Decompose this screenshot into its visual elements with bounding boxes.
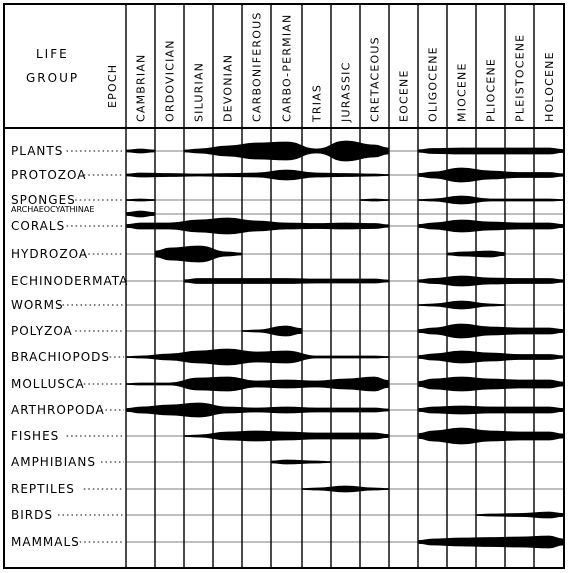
range-band xyxy=(185,141,388,161)
range-band xyxy=(419,324,563,338)
life-group-label: Brachiopods xyxy=(11,350,111,364)
epoch-header: Miocene xyxy=(455,62,469,122)
range-band xyxy=(127,218,388,234)
epoch-header: Eocene xyxy=(397,69,411,122)
range-band xyxy=(419,406,563,414)
life-group-label: Arthropoda xyxy=(11,403,105,417)
life-group-label: Mollusca xyxy=(11,377,85,391)
range-band xyxy=(303,486,388,492)
life-group-row xyxy=(11,141,564,161)
epoch-header: Jurassic xyxy=(339,61,353,122)
range-band xyxy=(419,220,563,232)
range-band xyxy=(419,276,563,286)
life-group-row xyxy=(11,274,564,288)
range-band xyxy=(272,460,330,464)
epoch-header: Oligocene xyxy=(426,46,440,122)
life-group-label: Birds xyxy=(11,508,53,522)
life-group-row xyxy=(11,298,564,312)
life-group-row xyxy=(11,535,564,549)
range-band xyxy=(127,170,388,180)
life-group-label: Polyzoa xyxy=(11,324,73,338)
range-band xyxy=(127,199,154,201)
range-band xyxy=(185,431,388,441)
range-band xyxy=(419,377,563,391)
epoch-header: Ordovician xyxy=(163,39,177,122)
range-band xyxy=(127,149,154,153)
range-band xyxy=(419,168,563,182)
life-group-row xyxy=(11,349,564,365)
life-group-rows xyxy=(11,141,564,549)
life-group-row xyxy=(11,428,564,444)
epoch-label: Epoch xyxy=(106,63,119,108)
range-band xyxy=(419,301,504,309)
range-band xyxy=(419,351,563,363)
life-group-row xyxy=(11,246,564,262)
life-group-row xyxy=(11,205,564,217)
life-group-label: Archaeocyathinae xyxy=(11,205,95,214)
range-band xyxy=(127,377,388,391)
epoch-header: Pliocene xyxy=(484,57,498,122)
epoch-header: Cretaceous xyxy=(368,36,382,122)
range-band xyxy=(127,211,154,217)
life-group-label: Amphibians xyxy=(11,455,96,469)
epoch-header: Holocene xyxy=(543,51,556,122)
range-band xyxy=(127,403,388,417)
life-group-label: Corals xyxy=(11,219,66,233)
epoch-columns xyxy=(126,4,556,568)
life-label: Life xyxy=(36,47,69,61)
range-band xyxy=(477,512,563,518)
life-group-label: Mammals xyxy=(11,535,80,549)
epoch-header: Pleistocene xyxy=(513,33,527,122)
range-band xyxy=(419,148,563,154)
life-group-label: Protozoa xyxy=(11,168,87,182)
range-band xyxy=(156,246,241,262)
life-group-label: Fishes xyxy=(11,429,60,443)
life-group-row xyxy=(11,324,564,338)
epoch-header: Devonian xyxy=(221,53,235,122)
life-group-row xyxy=(11,482,564,496)
range-band xyxy=(419,428,563,444)
life-group-row xyxy=(11,403,564,417)
life-group-row xyxy=(11,508,564,522)
life-group-label: Worms xyxy=(11,298,64,312)
range-band xyxy=(448,251,504,257)
range-band xyxy=(127,349,388,365)
life-group-row xyxy=(11,455,564,469)
epoch-header: Silurian xyxy=(192,61,206,122)
life-group-row xyxy=(11,168,564,182)
range-band xyxy=(419,196,563,204)
epoch-header: Trias xyxy=(310,83,324,122)
life-group-label: Echinodermata xyxy=(11,274,129,288)
range-band xyxy=(361,199,388,201)
life-group-label: Plants xyxy=(11,144,64,158)
epoch-header: Carboniferous xyxy=(250,11,264,122)
range-band xyxy=(243,326,301,336)
range-band xyxy=(419,536,563,548)
life-group-label: Reptiles xyxy=(11,482,75,496)
life-group-label: Hydrozoa xyxy=(11,247,89,261)
life-group-row xyxy=(11,377,564,391)
epoch-header: Carbo-permian xyxy=(280,13,294,122)
group-label: Group xyxy=(26,71,80,85)
life-group-label: Sponges xyxy=(11,193,76,207)
epoch-header: Cambrian xyxy=(134,53,148,122)
range-band xyxy=(185,279,388,284)
life-group-row xyxy=(11,218,564,234)
